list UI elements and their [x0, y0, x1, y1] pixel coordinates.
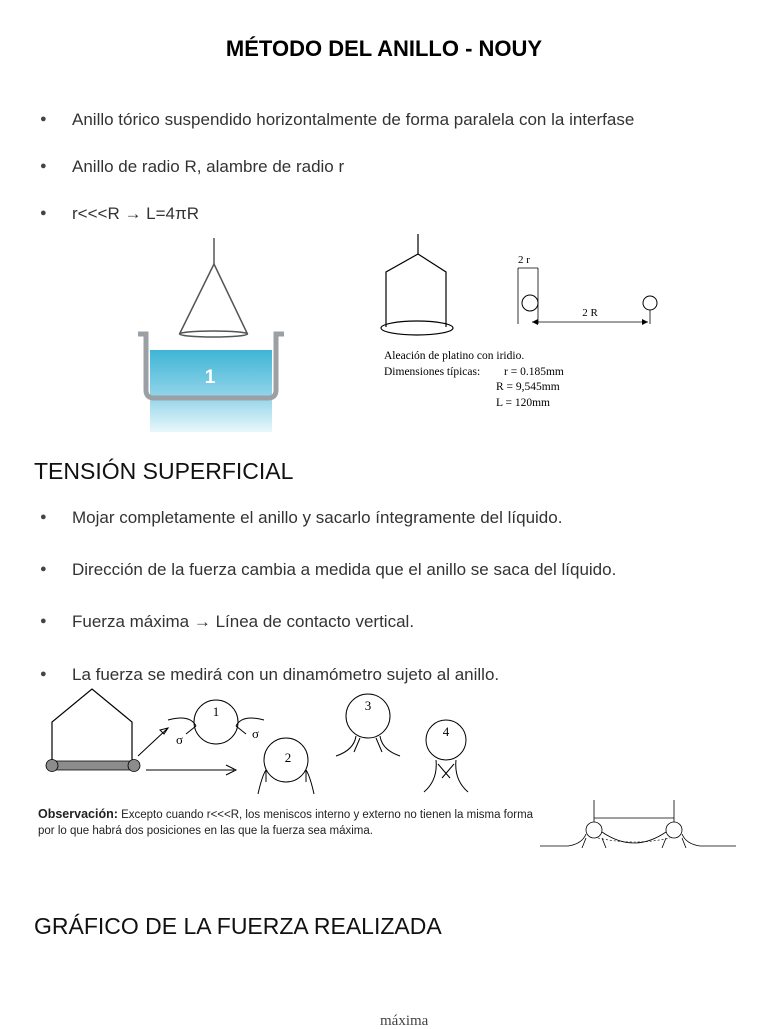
stage-4-label: 4	[442, 724, 450, 739]
dim-R: R = 9,545mm	[496, 381, 560, 393]
bullet-item	[40, 110, 634, 130]
wire-cross-section-left	[522, 295, 538, 311]
bullet-text: La fuerza se medirá con un dinamómetro sujeto al anillo.	[72, 665, 500, 684]
meniscus-stage-3	[336, 736, 400, 756]
bullet-text: Fuerza máxima → Línea de contacto vertical.	[72, 612, 415, 631]
stirrup	[52, 689, 132, 764]
bullet-dot: ●	[40, 563, 47, 575]
ring-bar	[52, 761, 134, 770]
bullet-item	[40, 157, 344, 177]
ring-detachment-stages-figure	[40, 684, 480, 802]
label-2r: 2 r	[518, 254, 530, 266]
dim-r: r = 0.185mm	[504, 366, 564, 378]
stage-3-label: 3	[364, 698, 372, 713]
bullet-text: Mojar completamente el anillo y sacarlo íntegramente del líquido.	[72, 508, 563, 527]
ring-ellipse	[381, 321, 453, 335]
wire-cross-section-right	[643, 296, 657, 310]
arrow-to-stage-1	[138, 728, 168, 756]
observation-text: Excepto cuando r<<<R, los meniscos interno y externo no tienen la misma forma por lo que habrá dos posiciones en las que la fuerza sea máxima.	[38, 809, 534, 837]
arrowhead	[160, 728, 168, 734]
bullet-item	[40, 560, 616, 580]
observation-label: Observación:	[38, 807, 118, 821]
force-arrows-stage-2	[266, 770, 306, 782]
bullet-text: Anillo tórico suspendido horizontalmente de forma paralela con la interfase	[72, 110, 635, 129]
label-2R: 2 R	[582, 307, 598, 319]
ring-in-tank-figure	[130, 238, 290, 438]
bullet-dot: ●	[40, 160, 47, 172]
ring-end-left	[46, 760, 58, 772]
meniscus-stage-4	[424, 760, 468, 792]
section-heading-graph: GRÁFICO DE LA FUERZA REALIZADA	[34, 913, 442, 939]
bullet-dot: ●	[40, 511, 47, 523]
inner-meniscus	[598, 838, 670, 842]
ring-cone	[180, 264, 247, 333]
graph-partial-label: máxima	[380, 1013, 429, 1029]
bullet-dot: ●	[40, 615, 47, 627]
dim-L: L = 120mm	[496, 397, 550, 409]
force-arrows-stage-4	[438, 764, 454, 778]
water	[150, 350, 272, 432]
caption-alloy: Aleación de platino con iridio.	[384, 350, 525, 362]
double-meniscus-figure	[538, 798, 738, 856]
stage-2-label: 2	[284, 750, 292, 765]
ring	[180, 331, 248, 337]
sigma-right: σ	[252, 726, 260, 741]
ring-cross-section-left	[586, 822, 602, 838]
stirrup	[386, 254, 446, 327]
ring-cross-section-right	[666, 822, 682, 838]
bullet-item	[40, 612, 414, 632]
liquid-surface	[540, 832, 736, 846]
bullet-dot: ●	[40, 113, 47, 125]
bullet-text: Anillo de radio R, alambre de radio r	[72, 157, 345, 176]
tank-label: 1	[204, 367, 216, 388]
bullet-item	[40, 508, 562, 528]
bullet-dot: ●	[40, 207, 47, 219]
meniscus-stage-1	[168, 718, 264, 726]
stage-1-label: 1	[212, 704, 220, 719]
force-arrows-stage-3	[354, 738, 382, 752]
section-heading-tension: TENSIÓN SUPERFICIAL	[34, 458, 294, 484]
ring-geometry-figure	[372, 232, 672, 414]
bullet-item	[40, 204, 199, 224]
caption-dims: Dimensiones típicas:	[384, 366, 481, 378]
observation-note	[38, 806, 538, 839]
bullet-text: r<<<R → L=4πR	[72, 204, 200, 223]
bullet-item	[40, 665, 499, 685]
bullet-text: Dirección de la fuerza cambia a medida que el anillo se saca del líquido.	[72, 560, 617, 579]
page-title: MÉTODO DEL ANILLO - NOUY	[225, 36, 543, 61]
bullet-dot: ●	[40, 668, 47, 680]
ring-end-right	[128, 760, 140, 772]
sigma-left: σ	[176, 732, 184, 747]
